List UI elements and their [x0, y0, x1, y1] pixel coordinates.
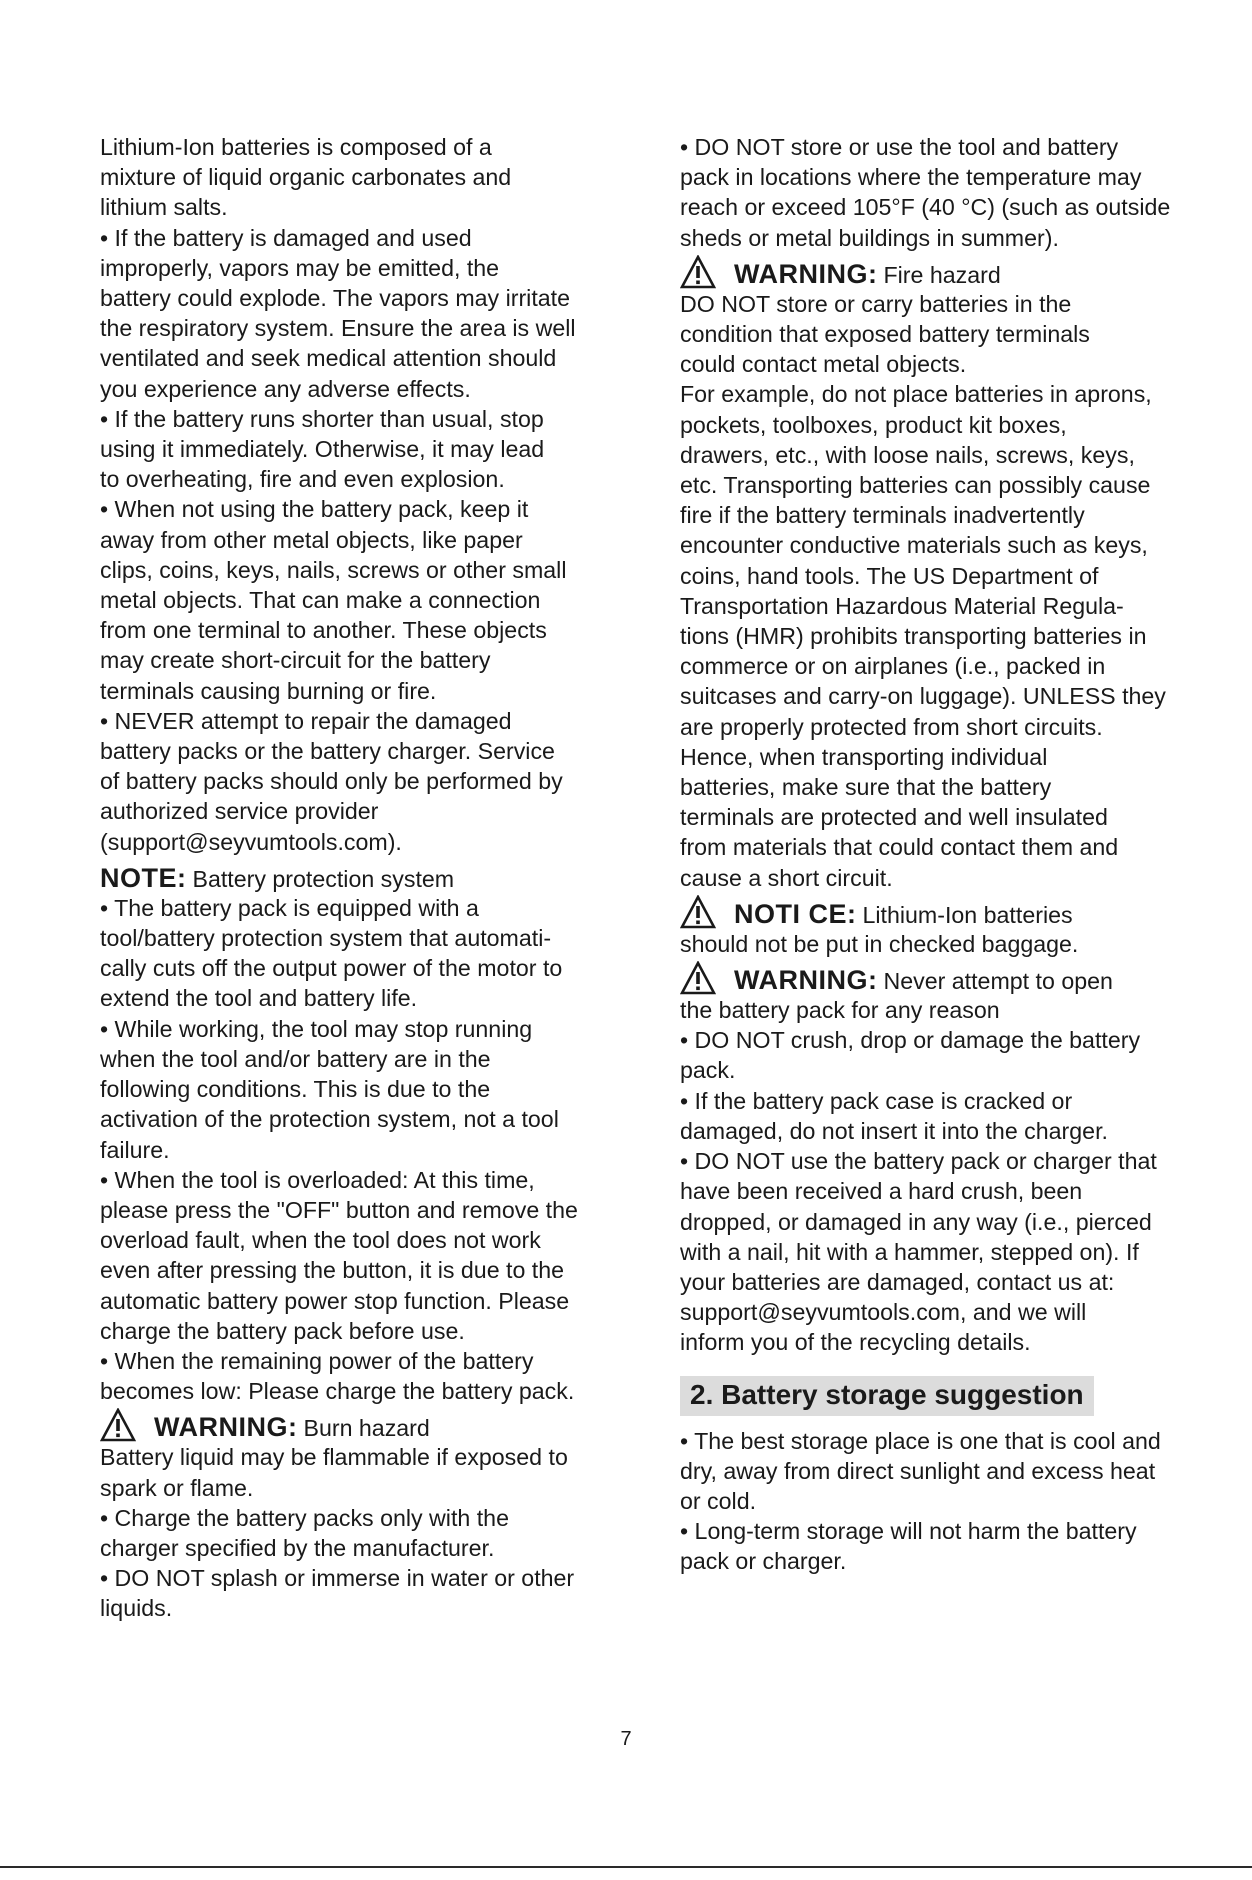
section-heading: 2. Battery storage suggestion	[680, 1376, 1094, 1416]
burn-warning-body: Battery liquid may be flammable if exposed to spark or flame. • Charge the battery packs only with the charger specified by the manufacturer. • DO NOT splash or immerse in water or other liquids.	[100, 1444, 575, 1622]
bottom-divider	[0, 1866, 1252, 1868]
fire-warning-title: Fire hazard	[883, 261, 1001, 288]
storage-section-body: • The best storage place is one that is cool and dry, away from direct sunlight and excess heat or cold. • Long-term storage will not harm the battery pack or charger.	[680, 1427, 1161, 1575]
open-warning-heading	[680, 959, 1180, 995]
storage-section	[680, 1376, 1180, 1577]
open-warning-body: the battery pack for any reason • DO NOT crush, drop or damage the battery pack. • If the battery pack case is cracked or damaged, do not insert it into the charger. • DO NOT use the battery pack or charger that have been received a hard crush, been dropped, or damaged in any way (i.e., pierced with a nail, hit with a hammer, stepped on). If your batteries are damaged, contact us at: support@seyvumtools.com, and we will inform you of the recycling details.	[680, 997, 1157, 1356]
note-body: • The battery pack is equipped with a tool/battery protection system that automati- cally cuts off the output power of the motor to extend the tool and battery life. • While working, the tool may stop running when the tool and/or battery are in the following conditions. This is due to the activation of the protection system, not a tool failure. • When the tool is overloaded: At this time, please press the "OFF" button and remove the overload fault, when the tool does not work even after pressing the button, it is due to the automatic battery power stop function. Please charge the battery pack before use. • When the remaining power of the battery becomes low: Please charge the battery pack.	[100, 894, 578, 1405]
burn-warning-title: Burn hazard	[303, 1415, 430, 1442]
warning-triangle-icon	[680, 255, 716, 289]
note-heading	[100, 857, 598, 893]
right-column	[680, 132, 1180, 1577]
open-warning-keyword: WARNING:	[734, 965, 878, 996]
fire-warning-heading	[680, 253, 1180, 289]
warning-triangle-icon	[680, 895, 716, 929]
notice-body: should not be put in checked baggage.	[680, 930, 1079, 957]
page-number: 7	[620, 1728, 632, 1750]
warning-triangle-icon	[100, 1408, 136, 1442]
note-keyword: NOTE:	[100, 862, 187, 893]
notice-heading	[680, 893, 1180, 929]
left-column	[100, 132, 598, 1624]
notice-keyword: NOTI CE:	[734, 898, 857, 929]
notice-title: Lithium-Ion batteries	[862, 901, 1073, 928]
open-warning-title: Never attempt to open	[883, 968, 1113, 995]
battery-safety-text: Lithium-Ion batteries is composed of a mixture of liquid organic carbonates and lithium salts. • If the battery is damaged and used improperly, vapors may be emitted, the battery could explode. The vapors may irritate the respiratory system. Ensure the area is well ventilated and seek medical attention should you experience any adverse effects. • If the battery runs shorter than usual, stop using it immediately. Otherwise, it may lead to overheating, fire and even explosion. • When not using the battery pack, keep it away from other metal objects, like paper clips, coins, keys, nails, screws or other small metal objects. That can make a connection from one terminal to another. These objects may create short-circuit for the battery terminals causing burning or fire. • NEVER attempt to repair the damaged battery packs or the battery charger. Service of battery packs should only be performed by authorized service provider (support@seyvumtools.com).	[100, 134, 576, 855]
fire-warning-body: DO NOT store or carry batteries in the condition that exposed battery terminals could contact metal objects. For example, do not place batteries in aprons, pockets, toolboxes, product kit boxes, drawers, etc., with loose nails, screws, keys, etc. Transporting batteries can possibly cause fire if the battery terminals inadvertently encounter conductive materials such as keys, coins, hand tools. The US Department of Transportation Hazardous Material Regula- tions (HMR) prohibits transporting batteries in commerce or on airplanes (i.e., packed in suitcases and carry-on luggage). UNLESS they are properly protected from short circuits. Hence, when transporting individual batteries, make sure that the battery terminals are protected and well insulated from materials that could contact them and cause a short circuit.	[680, 290, 1166, 891]
note-title: Battery protection system	[192, 865, 455, 892]
burn-warning-heading	[100, 1406, 598, 1442]
warning-triangle-icon	[680, 961, 716, 995]
storage-temperature-text: • DO NOT store or use the tool and battery pack in locations where the temperature may reach or exceed 105°F (40 °C) (such as outside sheds or metal buildings in summer).	[680, 134, 1171, 251]
fire-warning-keyword: WARNING:	[734, 258, 878, 289]
burn-warning-keyword: WARNING:	[154, 1412, 298, 1443]
